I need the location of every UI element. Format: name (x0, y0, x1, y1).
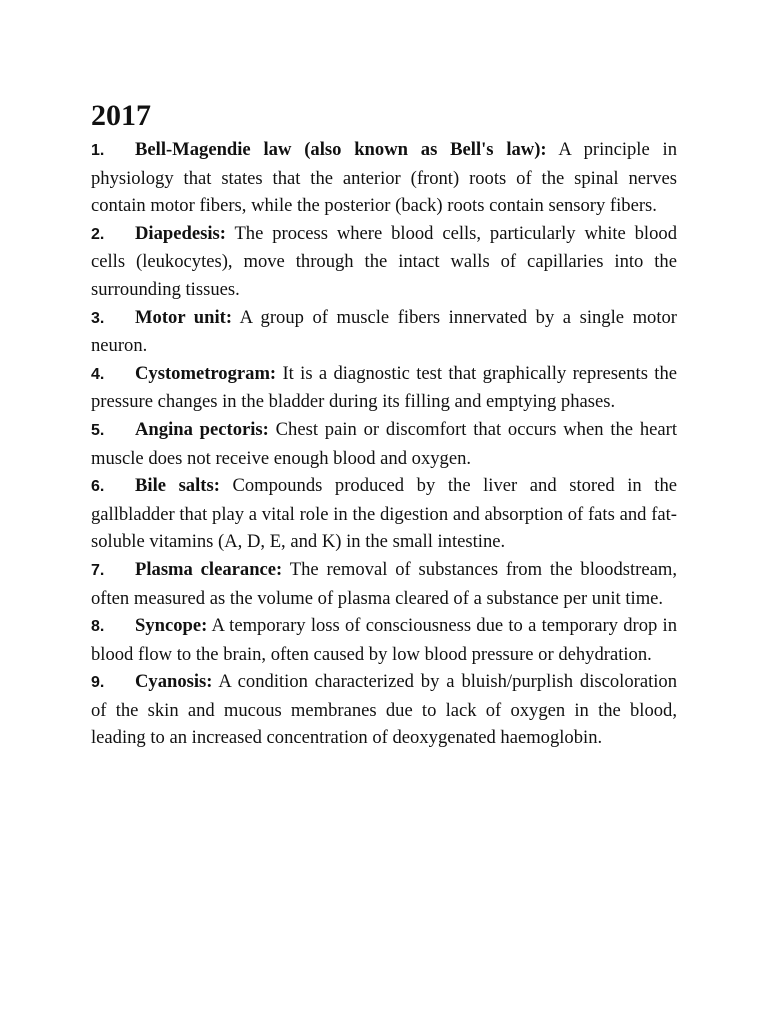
item-term: Bile salts: (135, 475, 220, 497)
list-item (91, 136, 677, 220)
item-term: Motor unit: (135, 306, 233, 328)
item-definition: The removal of substances from the bloodstream, often measured as the volume of plasma cleared of a substance per unit time. (91, 558, 677, 609)
list-item (91, 416, 677, 472)
item-number: 5. (91, 421, 105, 439)
item-number: 7. (91, 561, 105, 579)
item-term: Diapedesis: (135, 222, 226, 244)
list-item (91, 304, 677, 360)
definition-list (91, 136, 677, 752)
item-definition: It is a diagnostic test that graphically represents the pressure changes in the bladder during its filling and emptying phases. (91, 362, 677, 413)
item-term: Syncope: (135, 615, 208, 637)
item-number: 9. (91, 674, 105, 692)
item-term: Cyanosis: (135, 671, 213, 693)
item-term: Plasma clearance: (135, 558, 283, 580)
item-number: 4. (91, 365, 105, 383)
item-definition: Compounds produced by the liver and stored in the gallbladder that play a vital role in the digestion and absorption of fats and fat-soluble vitamins (A, D, E, and K) in the small intestine. (91, 475, 677, 553)
item-number: 8. (91, 618, 105, 636)
list-item (91, 668, 677, 752)
item-number: 3. (91, 309, 105, 327)
item-definition: A group of muscle fibers innervated by a single motor neuron. (91, 306, 677, 357)
item-number: 2. (91, 225, 105, 243)
list-item (91, 472, 677, 556)
document-page (91, 96, 677, 752)
item-term: Angina pectoris: (135, 418, 269, 440)
item-definition: A principle in physiology that states that the anterior (front) roots of the spinal nerves contain motor fibers, while the posterior (back) roots contain sensory fibers. (91, 139, 677, 217)
list-item (91, 612, 677, 668)
item-term: Bell-Magendie law (also known as Bell's law): (135, 139, 547, 160)
list-item (91, 556, 677, 612)
item-definition: A condition characterized by a bluish/purplish discoloration of the skin and mucous membranes due to lack of oxygen in the blood, leading to an increased concentration of deoxygenated haemoglobin. (91, 671, 677, 749)
list-item (91, 220, 677, 304)
item-number: 6. (91, 478, 105, 496)
item-definition: Chest pain or discomfort that occurs when the heart muscle does not receive enough blood and oxygen. (91, 418, 678, 469)
item-definition: A temporary loss of consciousness due to a temporary drop in blood flow to the brain, often caused by low blood pressure or dehydration. (91, 615, 677, 665)
item-number: 1. (91, 142, 105, 159)
item-definition: The process where blood cells, particularly white blood cells (leukocytes), move through the intact walls of capillaries into the surrounding tissues. (91, 222, 677, 300)
year-heading: 2017 (91, 99, 151, 132)
item-term: Cystometrogram: (135, 362, 277, 384)
list-item (91, 360, 677, 416)
